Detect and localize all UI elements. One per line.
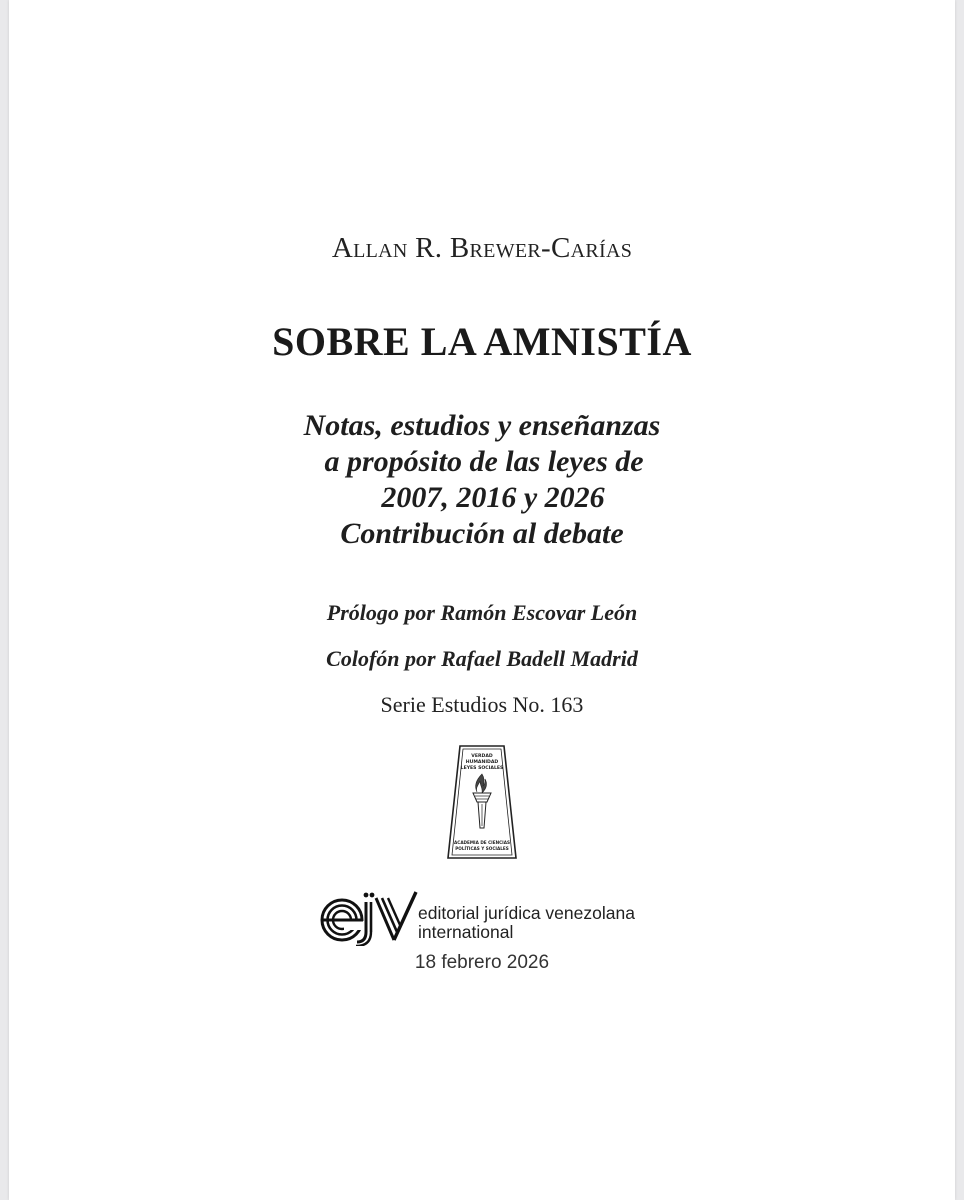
svg-text:VERDAD: VERDAD <box>471 754 493 759</box>
book-title-page <box>9 0 955 1200</box>
publisher-name-line1: editorial jurídica venezolana <box>418 903 635 923</box>
subtitle-line: Notas, estudios y enseñanzas <box>303 409 661 442</box>
publisher-block <box>316 888 676 948</box>
publication-date: 18 febrero 2026 <box>414 952 550 973</box>
svg-text:ACADEMIA DE CIENCIAS: ACADEMIA DE CIENCIAS <box>454 840 510 845</box>
author-name: Allan R. Brewer-Carías <box>331 232 633 264</box>
subtitle-line: Contribución al debate <box>340 517 624 550</box>
ejv-logo-icon <box>316 888 420 946</box>
academy-torch-emblem-icon <box>446 744 518 860</box>
publisher-name <box>418 904 635 942</box>
svg-text:LEYES SOCIALES: LEYES SOCIALES <box>460 766 504 771</box>
subtitle-line: 2007, 2016 y 2026 <box>381 481 605 514</box>
colophon-credit: Colofón por Rafael Badell Madrid <box>326 646 638 671</box>
prologue-credit: Prólogo por Ramón Escovar León <box>326 600 638 625</box>
subtitle-line: a propósito de las leyes de <box>324 445 644 478</box>
svg-text:POLÍTICAS Y SOCIALES: POLÍTICAS Y SOCIALES <box>455 846 509 851</box>
book-subtitle <box>9 408 955 552</box>
book-title: SOBRE LA AMNISTÍA <box>272 319 692 364</box>
svg-text:HUMANIDAD: HUMANIDAD <box>465 760 499 765</box>
publisher-name-line2: international <box>418 922 514 942</box>
series-number: Serie Estudios No. 163 <box>380 692 584 717</box>
